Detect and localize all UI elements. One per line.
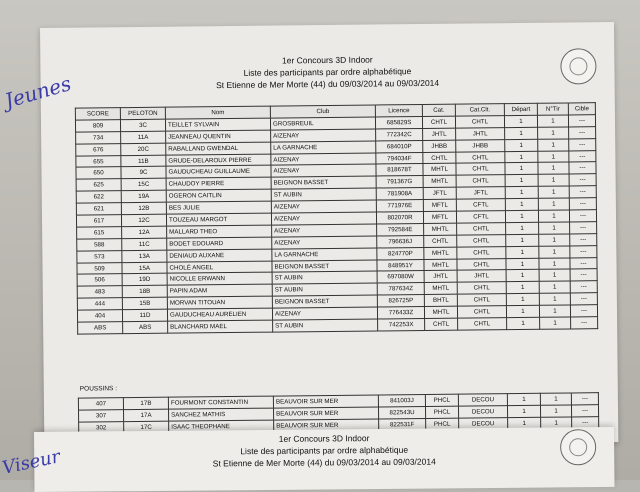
table-cell: 302	[79, 421, 124, 433]
sheet-subtitle: Liste des participants par ordre alphabétique	[243, 66, 412, 78]
table-cell: ---	[570, 293, 597, 305]
table-cell: ---	[570, 257, 597, 269]
sheet-location: St Etienne de Mer Morte (44) du 09/03/2014 au 09/03/2014	[216, 77, 440, 91]
table-cell: 444	[77, 298, 122, 310]
table-cell: 818678T	[376, 164, 423, 176]
table-cell: MHTL	[424, 306, 457, 318]
table-cell: 1	[506, 294, 539, 306]
table-cell: 1	[540, 317, 571, 329]
table-cell: MFTL	[423, 211, 456, 223]
table-cell: 9C	[121, 167, 166, 179]
table-cell: GAUDUCHEAU AURELIEN	[167, 308, 272, 321]
table-cell: CHTL	[457, 282, 506, 294]
table-cell: BEAUVOIR SUR MER	[273, 395, 378, 408]
table-cell: 802070R	[376, 212, 423, 224]
table-cell: LA GARNACHE	[272, 248, 377, 261]
table-cell: 1	[506, 305, 539, 317]
table-cell: ST AUBIN	[271, 188, 376, 201]
club-logo-icon	[560, 429, 596, 465]
table-cell: CHTL	[457, 258, 506, 270]
table-cell: 776433Z	[377, 307, 424, 319]
table-cell: BEAUVOIR SUR MER	[274, 419, 379, 432]
table-cell: MHTL	[424, 223, 457, 235]
table-cell: 685829S	[375, 116, 422, 128]
table-cell: 15A	[122, 262, 167, 274]
table-cell: ---	[569, 138, 596, 150]
table-cell: 1	[506, 258, 539, 270]
table-cell: ---	[569, 210, 596, 222]
table-cell: 622	[76, 191, 121, 203]
table-cell: GRUDE-DELAROUX PIERRE	[166, 154, 271, 167]
table-cell: ---	[568, 115, 595, 127]
table-cell: ---	[569, 198, 596, 210]
table-cell: ---	[569, 126, 596, 138]
table-cell: CHOLÉ ANGEL	[167, 261, 272, 274]
table-cell: FOURMONT CONSTANTIN	[168, 396, 273, 409]
table-cell: RABALLAND GWENDAL	[166, 142, 271, 155]
table-cell: 17B	[123, 397, 168, 409]
table-cell: JHTL	[424, 271, 457, 283]
table-cell: MORVAN TITOUAN	[167, 296, 272, 309]
table-cell: 307	[79, 410, 124, 422]
table-cell: ---	[569, 186, 596, 198]
table-cell: AIZENAY	[271, 212, 376, 225]
table-cell: AIZENAY	[271, 164, 376, 177]
column-header: PELOTON	[120, 107, 165, 119]
poussins-label: POUSSINS :	[79, 385, 118, 393]
table-cell: 20C	[121, 143, 166, 155]
table-cell: JHTL	[456, 127, 505, 139]
table-cell: JHTL	[423, 128, 456, 140]
table-cell: ---	[572, 416, 599, 428]
sheet2-subtitle: Liste des participants par ordre alphabétique	[240, 444, 409, 457]
column-header: SCORE	[75, 108, 120, 120]
table-cell: 771976E	[376, 200, 423, 212]
participants-table	[75, 102, 598, 334]
table-cell: 1	[504, 115, 537, 127]
table-cell: DENIAUD AUXANE	[167, 249, 272, 262]
table-cell: CHTL	[457, 223, 506, 235]
table-cell: 11D	[122, 309, 167, 321]
table-cell: CHTL	[425, 318, 458, 330]
table-cell: 792584E	[377, 223, 424, 235]
table-cell: OGERON CAITLIN	[166, 189, 271, 202]
table-cell: 1	[539, 269, 570, 281]
table-cell: 1	[505, 127, 538, 139]
table-cell: ---	[571, 393, 598, 405]
table-cell: BEIGNON BASSET	[272, 260, 377, 273]
results-sheet	[40, 22, 618, 448]
table-cell: 1	[538, 210, 569, 222]
table-cell: 1	[505, 151, 538, 163]
table-cell: 1	[505, 187, 538, 199]
table-cell: 684010P	[376, 140, 423, 152]
table-cell: 826725P	[377, 295, 424, 307]
table-cell: CHAUDOY PIERRE	[166, 177, 271, 190]
table-cell: 18B	[122, 286, 167, 298]
table-cell: 11A	[121, 131, 166, 143]
table-cell: ---	[569, 162, 596, 174]
table-cell: 1	[506, 270, 539, 282]
table-cell: AIZENAY	[271, 200, 376, 213]
column-header: Club	[270, 105, 375, 118]
sheet2-title: 1er Concours 3D Indoor	[278, 433, 370, 444]
table-cell: 772342C	[376, 128, 423, 140]
table-cell: BLANCHARD MAEL	[168, 320, 273, 333]
table-cell: 697080W	[377, 271, 424, 283]
table-cell: 15B	[122, 297, 167, 309]
column-header: Départ	[504, 103, 537, 115]
table-cell: 17A	[123, 409, 168, 421]
table-cell: JFTL	[456, 187, 505, 199]
table-cell: BES JULIE	[166, 201, 271, 214]
table-cell: MHTL	[423, 164, 456, 176]
table-cell: ST AUBIN	[272, 271, 377, 284]
table-cell: 1	[505, 139, 538, 151]
table-cell: 3C	[120, 119, 165, 131]
table-cell: 841003J	[378, 394, 425, 406]
table-cell: 809	[75, 120, 120, 132]
table-cell: 822543U	[378, 406, 425, 418]
column-header: Cat.	[422, 104, 455, 116]
table-cell: 1	[539, 246, 570, 258]
table-cell: 1	[507, 317, 540, 329]
table-cell: 12A	[122, 226, 167, 238]
column-header: N°Tir	[537, 103, 568, 115]
table-cell: BODET EDOUARD	[167, 237, 272, 250]
column-header: Cible	[568, 103, 595, 115]
table-cell: 1	[539, 234, 570, 246]
table-cell: 1	[506, 282, 539, 294]
table-cell: 791367G	[376, 176, 423, 188]
table-cell: ---	[570, 233, 597, 245]
table-cell: DECOU	[458, 394, 507, 406]
table-cell: 787634Z	[377, 283, 424, 295]
table-cell: ST AUBIN	[273, 319, 378, 332]
table-cell: 483	[77, 286, 122, 298]
table-cell: 588	[77, 238, 122, 250]
table-cell: 1	[540, 405, 571, 417]
table-cell: JHBB	[423, 140, 456, 152]
table-cell: 1	[539, 258, 570, 270]
table-cell: JHTL	[457, 270, 506, 282]
table-cell: MHTL	[424, 259, 457, 271]
table-cell: 1	[541, 417, 572, 429]
table-cell: 407	[78, 398, 123, 410]
table-cell: MHTL	[424, 247, 457, 259]
table-cell: 1	[540, 393, 571, 405]
table-cell: 1	[538, 174, 569, 186]
handwritten-viseur: Viseur	[0, 446, 63, 479]
table-cell: BEAUVOIR SUR MER	[273, 407, 378, 420]
table-cell: AIZENAY	[272, 307, 377, 320]
table-cell: 676	[76, 143, 121, 155]
table-cell: ---	[571, 317, 598, 329]
table-cell: MHTL	[423, 175, 456, 187]
table-cell: ---	[570, 222, 597, 234]
table-cell: 15C	[121, 179, 166, 191]
table-cell: ABS	[78, 322, 123, 334]
table-cell: GROSBREUIL	[270, 117, 375, 130]
handwritten-jeunes: Jeunes	[2, 71, 74, 113]
table-cell: 1	[538, 139, 569, 151]
table-cell: CHTL	[422, 116, 455, 128]
table-cell: 1	[539, 281, 570, 293]
table-cell: ---	[570, 245, 597, 257]
table-cell: CHTL	[458, 318, 507, 330]
table-cell: 650	[76, 167, 121, 179]
table-cell: 19D	[122, 274, 167, 286]
table-cell: CHTL	[456, 163, 505, 175]
sheet2-location: St Etienne de Mer Morte (44) du 09/03/2014 au 09/03/2014	[212, 456, 436, 469]
table-cell: JEANNEAU QUENTIN	[166, 130, 271, 143]
table-cell: JFTL	[423, 187, 456, 199]
table-cell: 12C	[121, 214, 166, 226]
table-cell: 19A	[121, 190, 166, 202]
table-cell: PAPIN ADAM	[167, 284, 272, 297]
table-cell: MHTL	[424, 283, 457, 295]
table-cell: AIZENAY	[272, 224, 377, 237]
table-cell: 12B	[121, 202, 166, 214]
table-cell: 1	[538, 151, 569, 163]
table-cell: 621	[76, 203, 121, 215]
table-cell: 11B	[121, 155, 166, 167]
table-cell: CHTL	[423, 152, 456, 164]
table-cell: 655	[76, 155, 121, 167]
table-cell: DECOU	[459, 417, 508, 429]
table-cell: 17C	[124, 421, 169, 433]
column-header: Licence	[375, 105, 422, 117]
table-cell: 848951Y	[377, 259, 424, 271]
table-cell: AIZENAY	[271, 129, 376, 142]
table-cell: MALLARD THEO	[167, 225, 272, 238]
table-cell: MFTL	[423, 199, 456, 211]
table-cell: 1	[505, 198, 538, 210]
table-cell: ISAAC THEOPHANE	[169, 420, 274, 433]
table-cell: PHCL	[426, 418, 459, 430]
table-cell: CHTL	[455, 116, 504, 128]
table-cell: CHTL	[457, 294, 506, 306]
column-header: Cat.Clt.	[455, 104, 504, 116]
table-cell: 1	[505, 175, 538, 187]
table-cell: BHTL	[424, 294, 457, 306]
table-cell: ---	[569, 150, 596, 162]
table-cell: 734	[76, 131, 121, 143]
column-header: Nom	[165, 106, 270, 119]
table-cell: CHTL	[457, 246, 506, 258]
table-cell: GAUDUCHEAU GUILLAUME	[166, 166, 271, 179]
table-cell: 13A	[122, 250, 167, 262]
second-sheet	[34, 427, 615, 492]
table-cell: NICOLLE ERWANN	[167, 273, 272, 286]
table-cell: CHTL	[457, 306, 506, 318]
table-cell: CFTL	[456, 199, 505, 211]
table-cell: 781908A	[376, 188, 423, 200]
table-cell: 1	[505, 210, 538, 222]
table-cell: SANCHEZ MATHIS	[168, 408, 273, 421]
table-cell: PHCL	[425, 406, 458, 418]
table-cell: 615	[77, 227, 122, 239]
table-cell: CHTL	[424, 235, 457, 247]
table-cell: JHBB	[456, 139, 505, 151]
table-cell: 1	[538, 186, 569, 198]
table-cell: CFTL	[456, 211, 505, 223]
table-cell: TEILLET SYLVAIN	[165, 118, 270, 131]
table-cell: 796636J	[377, 235, 424, 247]
table-cell: ---	[571, 405, 598, 417]
table-cell: ST AUBIN	[272, 283, 377, 296]
table-cell: 794034F	[376, 152, 423, 164]
table-cell: AIZENAY	[271, 153, 376, 166]
table-cell: 1	[507, 393, 540, 405]
table-cell: 11C	[122, 238, 167, 250]
table-cell: LA GARNACHE	[271, 141, 376, 154]
table-cell: 509	[77, 262, 122, 274]
table-cell: CHTL	[457, 234, 506, 246]
club-logo-icon	[560, 48, 596, 84]
table-cell: BEIGNON BASSET	[272, 295, 377, 308]
table-cell: ABS	[123, 321, 168, 333]
table-cell: 824770P	[377, 247, 424, 259]
table-cell: 1	[506, 222, 539, 234]
table-cell: 1	[506, 246, 539, 258]
table-cell: ---	[570, 269, 597, 281]
table-cell: 1	[508, 417, 541, 429]
sheet-title: 1er Concours 3D Indoor	[281, 54, 373, 66]
table-cell: 1	[505, 163, 538, 175]
table-cell: CHTL	[456, 175, 505, 187]
table-cell: 573	[77, 250, 122, 262]
table-cell: 742253X	[378, 319, 425, 331]
table-cell: 822531F	[379, 418, 426, 430]
table-cell: ---	[570, 305, 597, 317]
table-cell: PHCL	[425, 394, 458, 406]
table-cell: 1	[539, 222, 570, 234]
table-cell: 625	[76, 179, 121, 191]
table-cell: 404	[77, 310, 122, 322]
table-cell: ---	[569, 174, 596, 186]
table-cell: 1	[538, 198, 569, 210]
table-cell: CHTL	[456, 151, 505, 163]
table-cell: ---	[570, 281, 597, 293]
table-cell: 617	[76, 215, 121, 227]
table-cell: 506	[77, 274, 122, 286]
table-cell: 1	[539, 293, 570, 305]
table-cell: 1	[507, 405, 540, 417]
table-cell: 1	[538, 127, 569, 139]
table-cell: 1	[506, 234, 539, 246]
table-cell: 1	[539, 305, 570, 317]
table-cell: TOUZEAU MARGOT	[166, 213, 271, 226]
table-cell: 1	[537, 115, 568, 127]
table-cell: AIZENAY	[272, 236, 377, 249]
table-cell: 1	[538, 162, 569, 174]
table-cell: BEIGNON BASSET	[271, 176, 376, 189]
table-cell: DECOU	[458, 406, 507, 418]
